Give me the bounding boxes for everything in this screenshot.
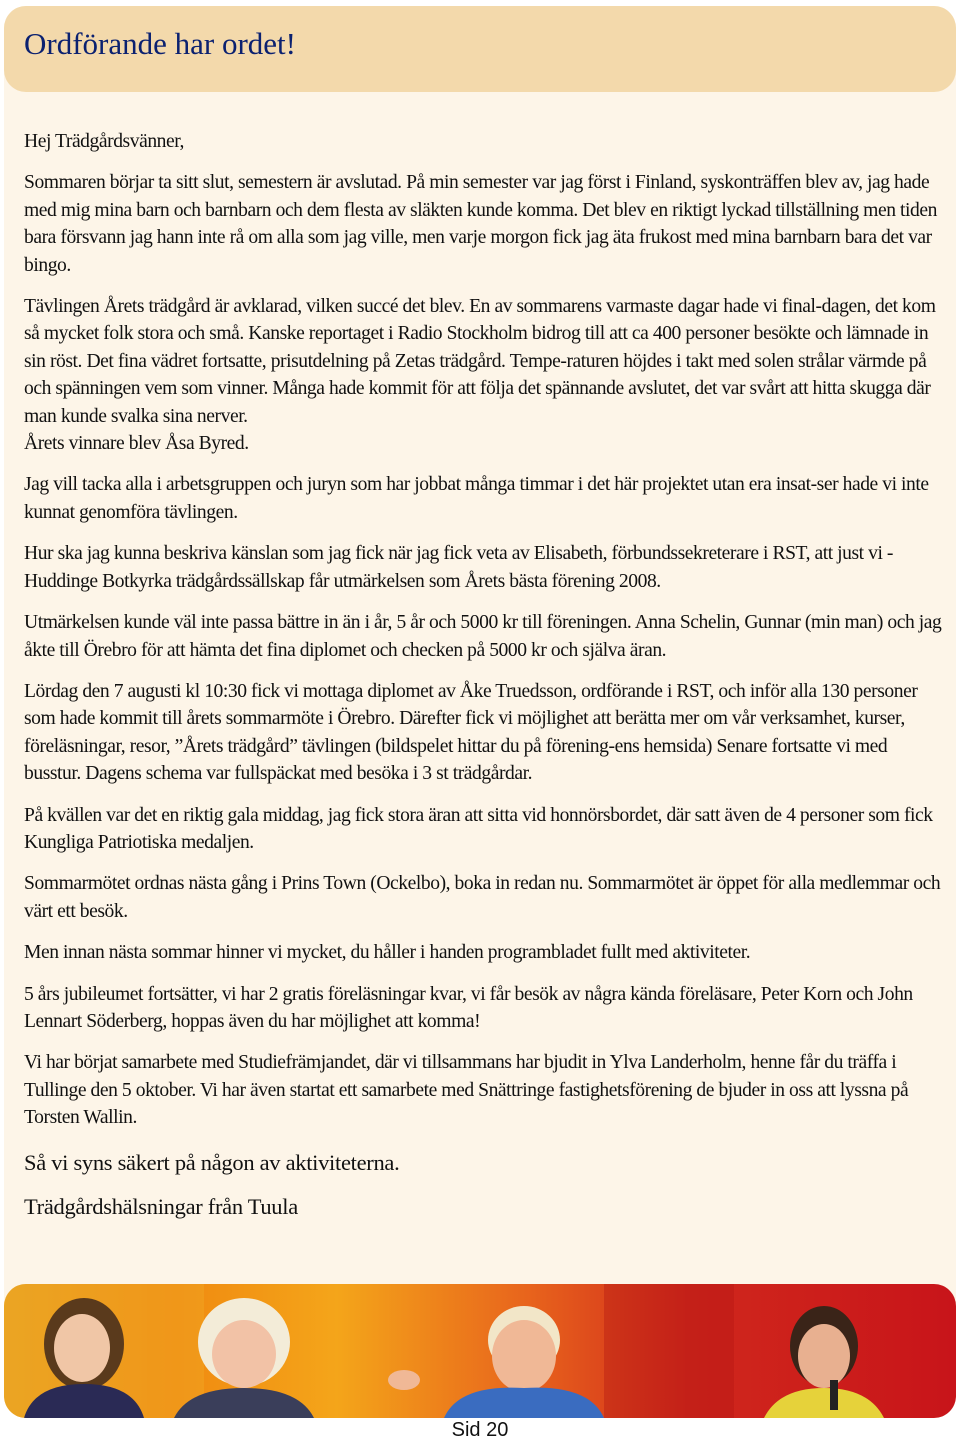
group-photo xyxy=(4,1284,956,1418)
letter-body xyxy=(24,128,944,1236)
page-number: Sid 20 xyxy=(451,1419,509,1441)
greeting: Hej Trädgårdsvänner, xyxy=(24,131,184,152)
paragraph-award: Hur ska jag kunna beskriva känslan som jag fick när jag fick veta av Elisabeth, förbundssekreterare i RST, att just vi - Huddinge Botkyrka trädgårdssällskap får utmärkelsen som Årets bästa förening 2008. xyxy=(24,543,893,592)
paragraph-gala: På kvällen var det en riktig gala middag, jag fick stora äran att sitta vid honnörsbordet, där satt även de 4 personer som fick Kungliga Patriotiska medaljen. xyxy=(24,804,933,853)
paragraph-winner: Årets vinnare blev Åsa Byred. xyxy=(24,433,249,455)
paragraph-jubilee: 5 års jubileumet fortsätter, vi har 2 gratis föreläsningar kvar, vi får besök av några kända föreläsare, Peter Korn och John Lennart Söderberg, hoppas även du har möjlighet att komma! xyxy=(24,983,913,1032)
signature-line: Trädgårdshälsningar från Tuula xyxy=(24,1193,298,1219)
paragraph-summer: Sommaren börjar ta sitt slut, semestern är avslutad. På min semester var jag först i Finland, syskonträffen blev av, jag hade med mig mina barn och barnbarn och dem flesta av släkten kunde komma. Det blev en riktigt lyckad tillställning men tiden bara försvann jag hann inte rå om alla som jag ville, men varje morgon fick jag äta frukost med mina barnbarn bara det var bingo. xyxy=(24,172,937,276)
paragraph-next-meeting: Sommarmötet ordnas nästa gång i Prins Town (Ockelbo), boka in redan nu. Sommarmötet är öppet för alla medlemmar och värt ett besök. xyxy=(24,873,941,922)
paragraph-diploma: Lördag den 7 augusti kl 10:30 fick vi mottaga diplomet av Åke Truedsson, ordförande i RST, och inför alla 130 personer som hade kommit till årets sommarmöte i Örebro. Därefter fick vi möjlighet att berätta mer om vår verksamhet, kurser, föreläsningar, resor, ”Årets trädgård” tävlingen (bildspelet hittar du på förening-ens hemsida) Senare fortsatte vi med busstur. Dagens schema var fullspäckat med besöka i 3 st trädgårdar. xyxy=(24,680,918,785)
paragraph-competition: Tävlingen Årets trädgård är avklarad, vilken succé det blev. En av sommarens varmaste dagar hade vi final-dagen, det kom så mycket folk stora och små. Kanske reportaget i Radio Stockholm bidrog till att ca 400 personer besökte och lämnade in sin röst. Det fina vädret fortsatte, prisutdelning på Zetas trädgård. Tempe-raturen höjdes i takt med solen strålar värmde på och spänningen vem som vinner. Många hade kommit för att följa det spännande avslutet, det var svårt att hitta skugga där man kunde svalka sina nerver. xyxy=(24,296,936,427)
paragraph-program: Men innan nästa sommar hinner vi mycket, du håller i handen programbladet fullt med aktiviteter. xyxy=(24,942,751,964)
paragraph-thanks: Jag vill tacka alla i arbetsgruppen och juryn som har jobbat många timmar i det här projektet utan era insat-ser hade vi inte kunnat genomföra tävlingen. xyxy=(24,474,929,523)
paragraph-cooperation: Vi har börjat samarbete med Studiefrämjandet, där vi tillsammans har bjudit in Ylva Landerholm, henne får du träffa i Tullinge den 5 oktober. Vi har även startat ett samarbete med Snättringe fastighetsförening de bjuder in oss att lyssna på Torsten Wallin. xyxy=(24,1052,909,1129)
paragraph-orebro: Utmärkelsen kunde väl inte passa bättre in än i år, 5 år och 5000 kr till föreningen. Anna Schelin, Gunnar (min man) och jag åkte till Örebro för att hämta det fina diplomet och checken på 5000 kr och själva äran. xyxy=(24,612,942,661)
page-title: Ordförande har ordet! xyxy=(24,26,296,61)
closing-line: Så vi syns säkert på någon av aktiviteterna. xyxy=(24,1149,400,1175)
